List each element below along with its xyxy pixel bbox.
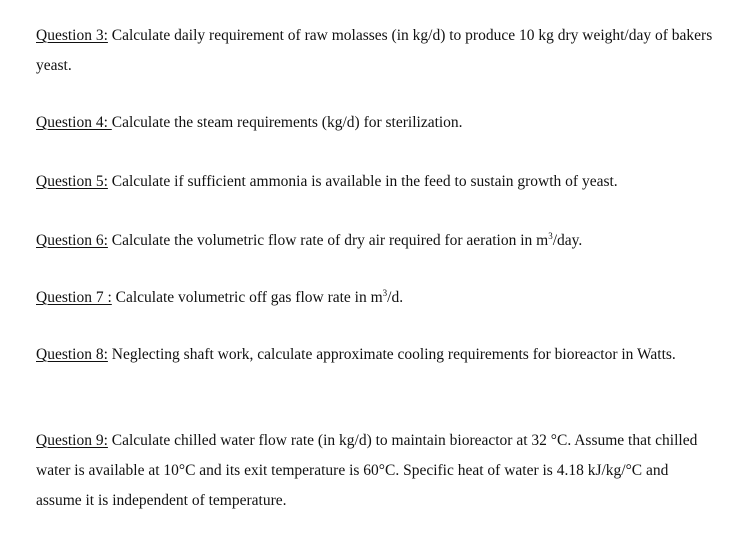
question-4-label: Question 4: [36, 114, 112, 131]
question-8-label: Question 8: [36, 346, 108, 363]
question-6-text-after: /day. [552, 232, 583, 249]
question-7 [36, 283, 716, 313]
question-6-superscript: 3 [548, 230, 553, 241]
question-5 [36, 167, 716, 197]
question-5-text: Calculate if sufficient ammonia is available in the feed to sustain growth of yeast. [107, 173, 618, 190]
question-4-text: Calculate the steam requirements (kg/d) for sterilization. [111, 114, 463, 131]
question-6-label: Question 6: [36, 232, 108, 249]
question-6 [36, 226, 716, 256]
question-8-text: Neglecting shaft work, calculate approximate cooling requirements for bioreactor in Watts. [107, 346, 676, 363]
question-9 [36, 426, 716, 516]
question-3-text: Calculate daily requirement of raw molasses (in kg/d) to produce 10 kg dry weight/day of bakers yeast. [36, 27, 713, 74]
question-9-label: Question 9: [36, 432, 108, 449]
question-9-text: Calculate chilled water flow rate (in kg/d) to maintain bioreactor at 32 °C. Assume that chilled water is available at 10°C and its exit temperature is 60°C. Specific heat of water is 4.18 kJ/kg/°C and assume it is independent of temperature. [36, 432, 698, 509]
question-7-text-after: /d. [387, 289, 404, 306]
question-7-superscript: 3 [382, 287, 388, 298]
question-7-text: Calculate volumetric off gas flow rate in m [111, 289, 383, 306]
question-3 [36, 21, 716, 81]
question-4 [36, 108, 716, 138]
question-5-label: Question 5: [36, 173, 108, 190]
question-8 [36, 340, 716, 370]
question-3-label: Question 3: [36, 27, 108, 44]
question-7-label: Question 7 : [36, 289, 112, 306]
question-6-text: Calculate the volumetric flow rate of dry air required for aeration in m [107, 232, 549, 249]
